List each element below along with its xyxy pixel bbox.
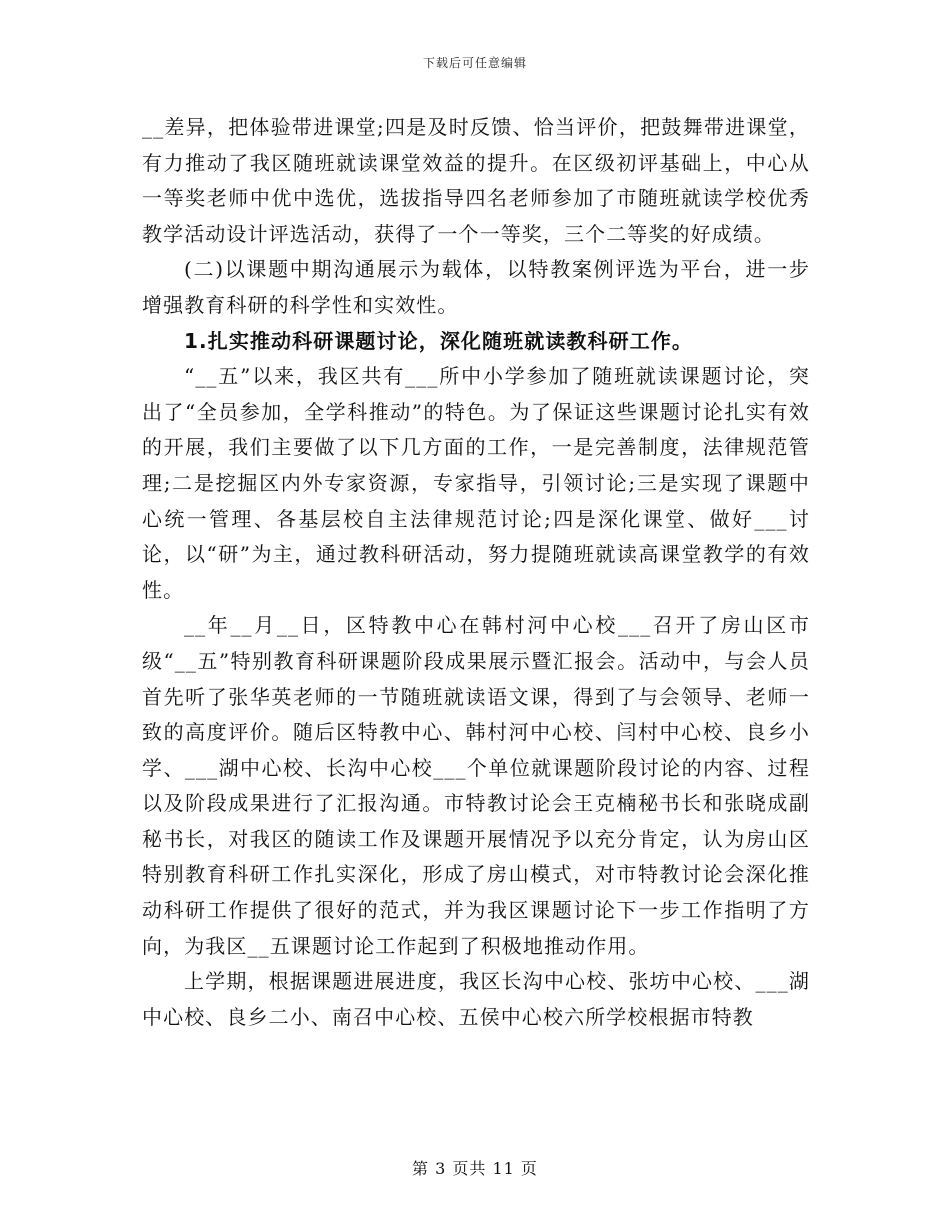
page-number-footer: 第 3 页共 11 页 xyxy=(412,1159,538,1178)
paragraph-teaching-results: __差异，把体验带进课堂;四是及时反馈、恰当评价，把鼓舞带进课堂，有力推动了我区随班就读课堂效益的提升。在区级初评基础上，中心从一等奖老师中优中选优，选拔指导四名老师参加了市随班就读学校优秀教学活动设计评选活动，获得了一个一等奖，三个二等奖的好成绩。 xyxy=(142,115,810,246)
paragraph-research-work: “__五”以来，我区共有___所中小学参加了随班就读课题讨论，突出了“全员参加，全学科推动”的特色。为了保证这些课题讨论扎实有效的开展，我们主要做了以下几方面的工作，一是完善制度，法律规范管理;二是挖掘区内外专家资源，专家指导，引领讨论;三是实现了课题中心统一管理、各基层校自主法律规范讨论;四是深化课堂、做好___讨论，以“研”为主，通过教科研活动，努力提随班就读高课堂教学的有效性。 xyxy=(142,364,810,602)
paragraph-report-meeting: __年__月__日，区特教中心在韩村河中心校___召开了房山区市级“__五”特别教育科研课题阶段成果展示暨汇报会。活动中，与会人员首先听了张华英老师的一节随班就读语文课，得到了与会领导、老师一致的高度评价。随后区特教中心、韩村河中心校、闫村中心校、良乡小学、___湖中心校、长沟中心校___个单位就课题阶段讨论的内容、过程以及阶段成果进行了汇报沟通。市特教讨论会王克楠秘书长和张晓成副秘书长，对我区的随读工作及课题开展情况予以充分肯定，认为房山区特别教育科研工作扎实深化，形成了房山模式，对市特教讨论会深化推动科研工作提供了很好的范式，并为我区课题讨论下一步工作指明了方向，为我区__五课题讨论工作起到了积极地推动作用。 xyxy=(142,613,810,958)
header-note: 下载后可任意编辑 xyxy=(422,56,527,70)
paragraph-last-semester: 上学期，根据课题进展进度，我区长沟中心校、张坊中心校、___湖中心校、良乡二小、南召中心校、五侯中心校六所学校根据市特教 xyxy=(142,969,810,1029)
section-heading-research: 1.扎实推动科研课题讨论，深化随班就读教科研工作。 xyxy=(184,328,694,353)
document-body xyxy=(142,110,810,1035)
paragraph-section-two-intro: (二)以课题中期沟通展示为载体，以特教案例评选为平台，进一步增强教育科研的科学性和实效性。 xyxy=(142,257,810,317)
